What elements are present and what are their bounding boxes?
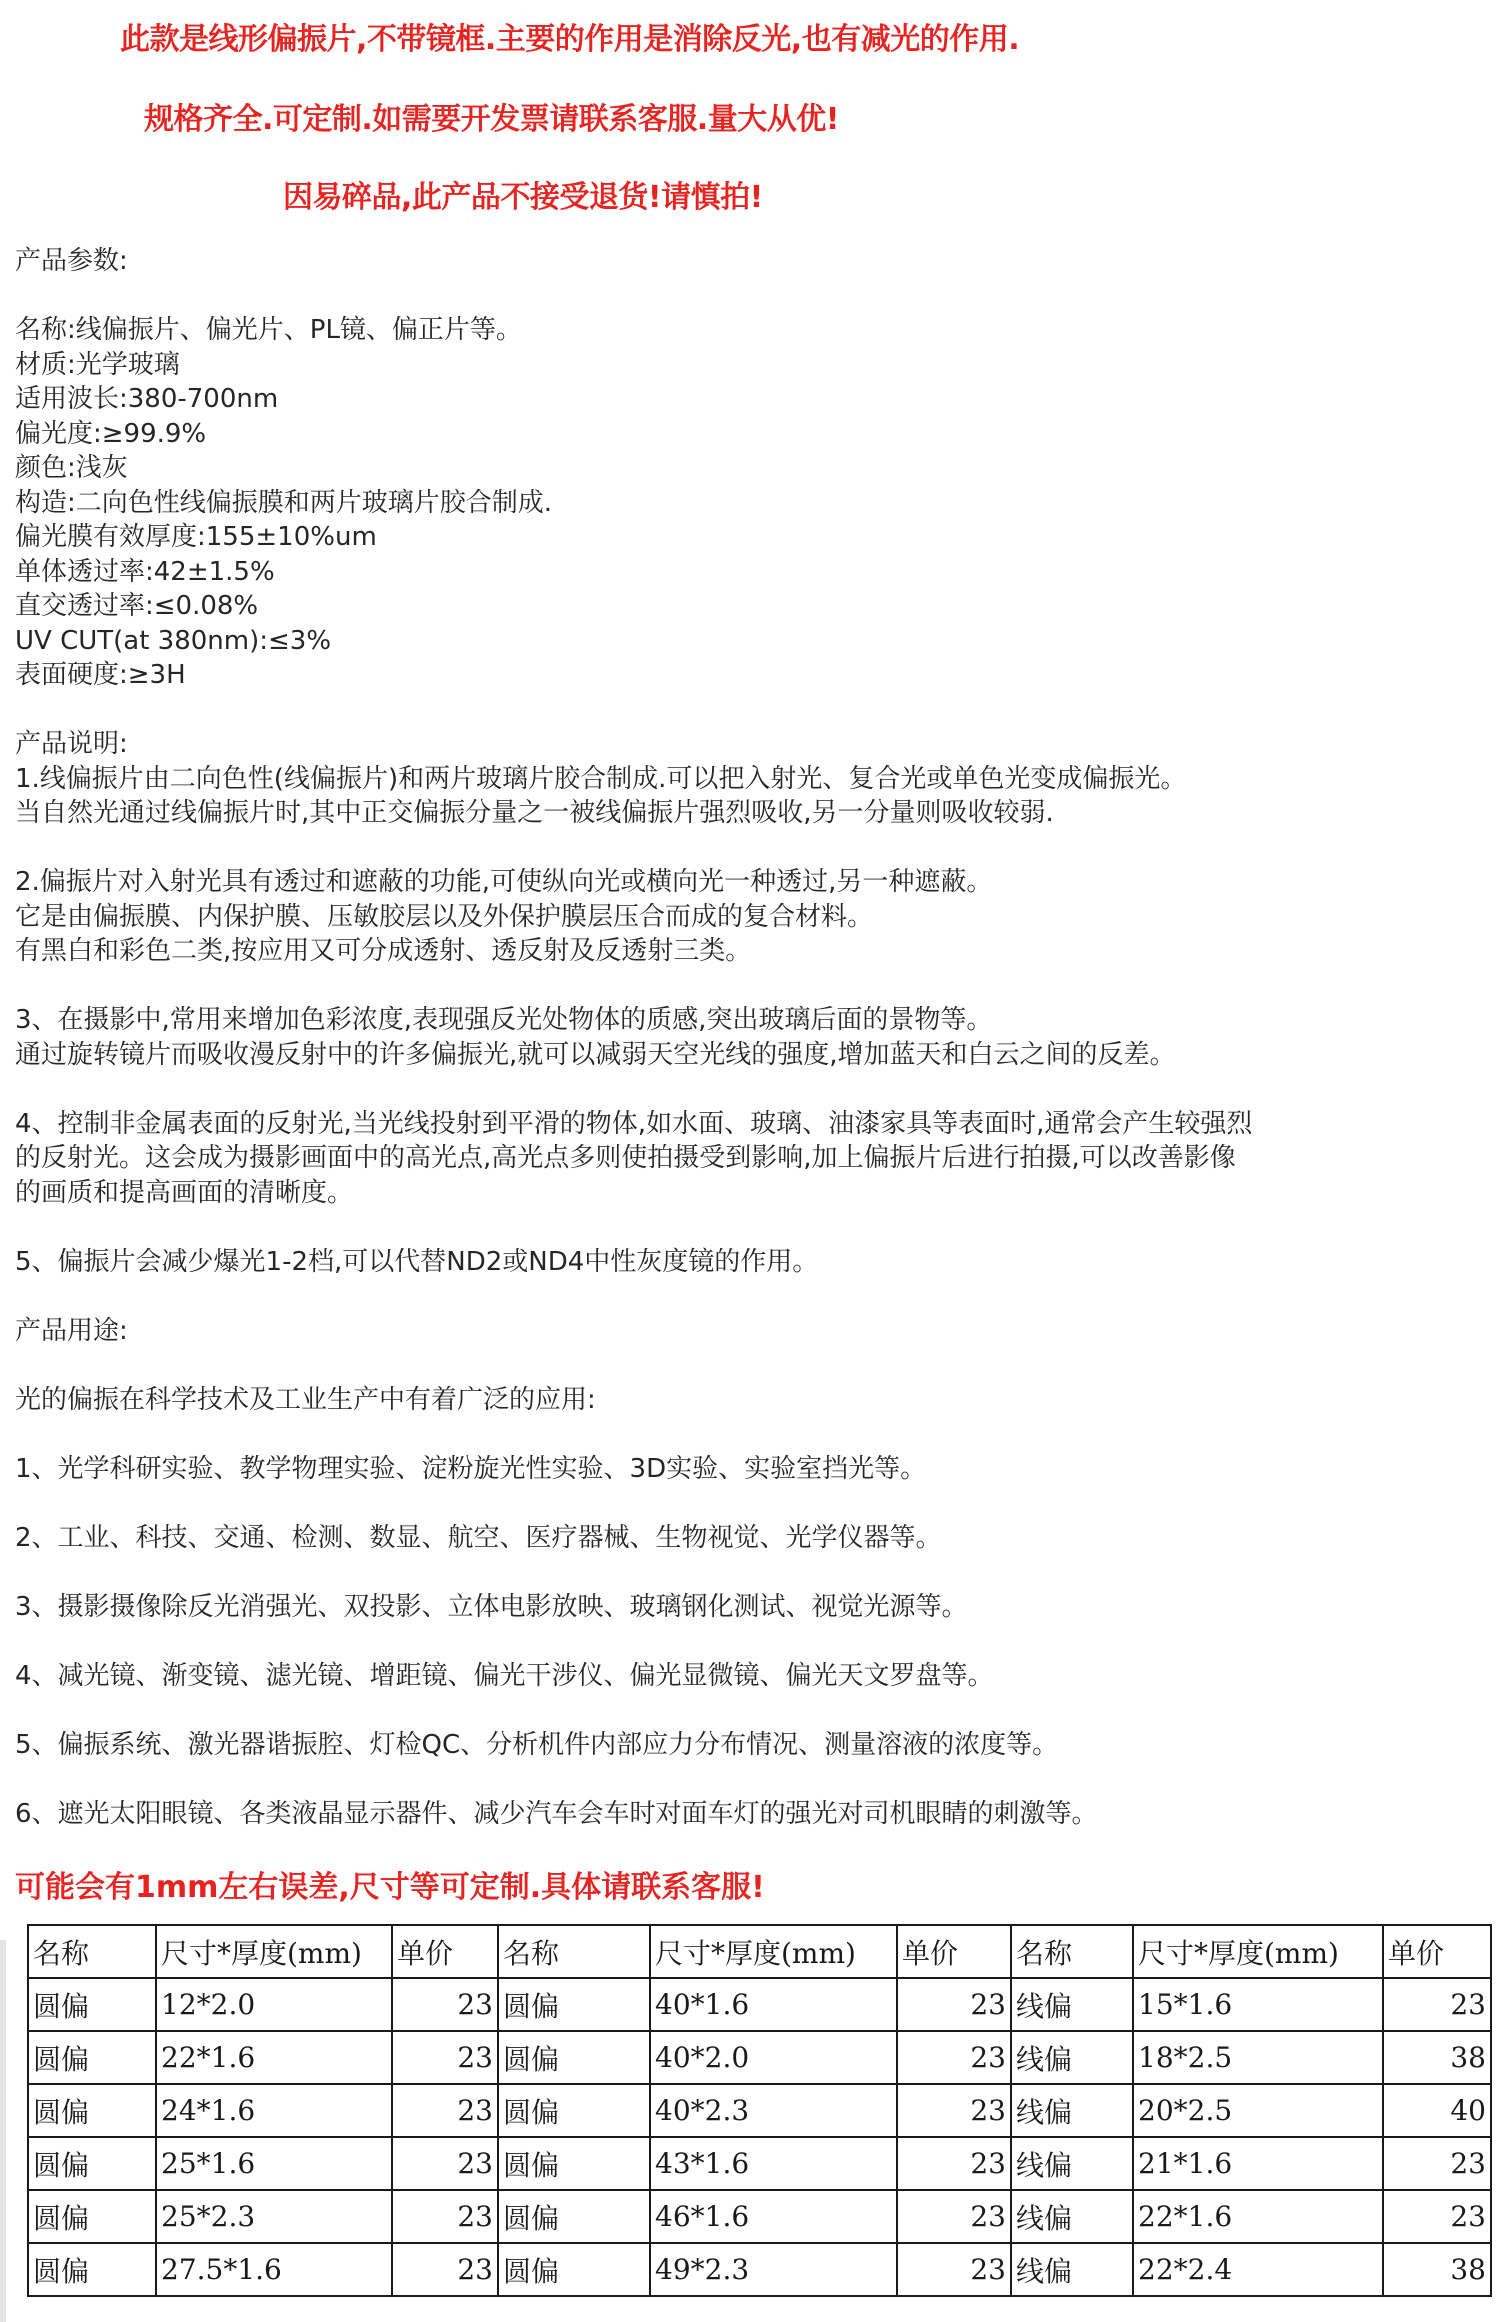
cell-price: 23 [1383, 1978, 1491, 2031]
usage-heading: 产品用途: [15, 1315, 128, 1346]
cell-name: 圆偏 [498, 2190, 650, 2243]
cell-size: 20*2.5 [1133, 2084, 1383, 2137]
cell-name: 圆偏 [498, 2031, 650, 2084]
cell-price: 23 [392, 1978, 498, 2031]
header-cell: 尺寸*厚度(mm) [650, 1925, 897, 1978]
description-paragraph [15, 865, 1485, 969]
cell-size: 27.5*1.6 [156, 2243, 392, 2296]
description-line: 的画质和提高画面的清晰度。 [15, 1177, 354, 1208]
cell-price: 23 [897, 2031, 1011, 2084]
cell-size: 25*2.3 [156, 2190, 392, 2243]
param-item: 表面硬度:≥3H [15, 660, 186, 690]
cell-name: 线偏 [1011, 2190, 1133, 2243]
usage-item: 3、摄影摄像除反光消强光、双投影、立体电影放映、玻璃钢化测试、视觉光源等。 [15, 1591, 968, 1622]
header-cell: 单价 [1383, 1925, 1491, 1978]
cell-price: 38 [1383, 2031, 1491, 2084]
tolerance-note: 可能会有1mm左右误差,尺寸等可定制.具体请联系客服! [15, 1870, 765, 1905]
cell-name: 圆偏 [28, 2031, 156, 2084]
table-row [28, 2031, 1491, 2084]
usage-item: 5、偏振系统、激光器谐振腔、灯检QC、分析机件内部应力分布情况、测量溶液的浓度等。 [15, 1729, 1059, 1760]
cell-price: 23 [392, 2190, 498, 2243]
header-cell: 尺寸*厚度(mm) [156, 1925, 392, 1978]
cell-price: 23 [392, 2243, 498, 2296]
cell-price: 40 [1383, 2084, 1491, 2137]
cell-price: 23 [392, 2137, 498, 2190]
description-line: 2.偏振片对入射光具有透过和遮蔽的功能,可使纵向光或横向光一种透过,另一种遮蔽。 [15, 867, 993, 897]
header-cell: 尺寸*厚度(mm) [1133, 1925, 1383, 1978]
cell-name: 线偏 [1011, 2084, 1133, 2137]
cell-size: 46*1.6 [650, 2190, 897, 2243]
usage-intro: 光的偏振在科学技术及工业生产中有着广泛的应用: [15, 1384, 596, 1415]
cell-name: 线偏 [1011, 2243, 1133, 2296]
cell-name: 圆偏 [498, 1978, 650, 2031]
cell-name: 圆偏 [28, 2137, 156, 2190]
params-heading: 产品参数: [15, 246, 128, 276]
cell-price: 23 [392, 2084, 498, 2137]
usage-item: 2、工业、科技、交通、检测、数显、航空、医疗器械、生物视觉、光学仪器等。 [15, 1522, 942, 1553]
cell-name: 线偏 [1011, 2031, 1133, 2084]
header-cell: 单价 [897, 1925, 1011, 1978]
price-table [27, 1924, 1492, 2297]
cell-size: 25*1.6 [156, 2137, 392, 2190]
description-line: 4、控制非金属表面的反射光,当光线投射到平滑的物体,如水面、玻璃、油漆家具等表面时,通常会产生较强烈 [15, 1108, 1253, 1139]
cell-name: 圆偏 [28, 2084, 156, 2137]
cell-name: 圆偏 [498, 2137, 650, 2190]
cell-price: 23 [1383, 2190, 1491, 2243]
table-row [28, 2137, 1491, 2190]
cell-price: 23 [897, 2190, 1011, 2243]
description-line: 通过旋转镜片而吸收漫反射中的许多偏振光,就可以减弱天空光线的强度,增加蓝天和白云之间的反差。 [15, 1039, 1176, 1070]
cell-name: 线偏 [1011, 2137, 1133, 2190]
cell-size: 40*2.3 [650, 2084, 897, 2137]
header-cell: 名称 [1011, 1925, 1133, 1978]
param-item: 构造:二向色性线偏振膜和两片玻璃片胶合制成. [15, 487, 553, 518]
notice-no-frame: 此款是线形偏振片,不带镜框.主要的作用是消除反光,也有减光的作用. [120, 22, 1020, 57]
description-line: 的反射光。这会成为摄影画面中的高光点,高光点多则使拍摄受到影响,加上偏振片后进行拍摄,可以改善影像 [15, 1143, 1236, 1173]
description-line: 有黑白和彩色二类,按应用又可分成透射、透反射及反透射三类。 [15, 936, 752, 966]
cell-name: 圆偏 [28, 1978, 156, 2031]
param-item: 偏光度:≥99.9% [15, 418, 207, 449]
cell-price: 23 [392, 2031, 498, 2084]
cell-size: 15*1.6 [1133, 1978, 1383, 2031]
param-item: UV CUT(at 380nm):≤3% [15, 625, 332, 656]
cell-price: 23 [897, 1978, 1011, 2031]
usage-item: 6、遮光太阳眼镜、各类液晶显示器件、减少汽车会车时对面车灯的强光对司机眼睛的刺激等。 [15, 1798, 1098, 1829]
header-cell: 单价 [392, 1925, 498, 1978]
table-row [28, 2190, 1491, 2243]
description-paragraph [15, 762, 1485, 831]
cell-name: 圆偏 [498, 2243, 650, 2296]
cell-size: 12*2.0 [156, 1978, 392, 2031]
description-line: 它是由偏振膜、内保护膜、压敏胶层以及外保护膜层压合而成的复合材料。 [15, 901, 874, 932]
header-cell: 名称 [28, 1925, 156, 1978]
table-header-row [28, 1925, 1491, 1978]
cell-size: 40*1.6 [650, 1978, 897, 2031]
table-row [28, 1978, 1491, 2031]
cell-size: 40*2.0 [650, 2031, 897, 2084]
notice-custom-invoice: 规格齐全.可定制.如需要开发票请联系客服.量大从优! [144, 102, 839, 137]
table-row [28, 2243, 1491, 2296]
cell-size: 43*1.6 [650, 2137, 897, 2190]
description-line: 当自然光通过线偏振片时,其中正交偏振分量之一被线偏振片强烈吸收,另一分量则吸收较弱. [15, 798, 1054, 828]
cell-price: 23 [897, 2084, 1011, 2137]
description-line: 1.线偏振片由二向色性(线偏振片)和两片玻璃片胶合制成.可以把入射光、复合光或单色光变成偏振光。 [15, 763, 1187, 794]
cell-name: 圆偏 [28, 2243, 156, 2296]
param-item: 颜色:浅灰 [15, 453, 128, 483]
notice-no-returns: 因易碎品,此产品不接受退货!请慎拍! [283, 180, 763, 215]
cell-price: 38 [1383, 2243, 1491, 2296]
description-line: 5、偏振片会减少爆光1-2档,可以代替ND2或ND4中性灰度镜的作用。 [15, 1246, 819, 1277]
cell-name: 圆偏 [498, 2084, 650, 2137]
table-row [28, 2084, 1491, 2137]
description-paragraph [15, 1245, 1485, 1280]
description-line: 3、在摄影中,常用来增加色彩浓度,表现强反光处物体的质感,突出玻璃后面的景物等。 [15, 1005, 993, 1035]
param-item: 单体透过率:42±1.5% [15, 556, 275, 587]
cell-price: 23 [897, 2137, 1011, 2190]
cell-price: 23 [897, 2243, 1011, 2296]
cell-size: 22*1.6 [156, 2031, 392, 2084]
params-list [15, 313, 1485, 693]
header-cell: 名称 [498, 1925, 650, 1978]
cell-name: 圆偏 [28, 2190, 156, 2243]
cell-size: 22*1.6 [1133, 2190, 1383, 2243]
edge-shadow [0, 1940, 6, 2322]
cell-size: 21*1.6 [1133, 2137, 1383, 2190]
usage-item: 4、减光镜、渐变镜、滤光镜、增距镜、偏光干涉仪、偏光显微镜、偏光天文罗盘等。 [15, 1660, 994, 1691]
cell-size: 24*1.6 [156, 2084, 392, 2137]
cell-size: 22*2.4 [1133, 2243, 1383, 2296]
usage-item: 1、光学科研实验、教学物理实验、淀粉旋光性实验、3D实验、实验室挡光等。 [15, 1453, 927, 1484]
cell-name: 线偏 [1011, 1978, 1133, 2031]
param-item: 偏光膜有效厚度:155±10%um [15, 522, 377, 552]
description-paragraph [15, 1003, 1485, 1072]
param-item: 适用波长:380-700nm [15, 384, 279, 414]
param-item: 直交透过率:≤0.08% [15, 591, 259, 621]
description-heading: 产品说明: [15, 729, 128, 759]
description-paragraph [15, 1107, 1485, 1211]
cell-size: 18*2.5 [1133, 2031, 1383, 2084]
param-item: 材质:光学玻璃 [15, 349, 180, 380]
product-info [15, 244, 1485, 1831]
cell-price: 23 [1383, 2137, 1491, 2190]
param-item: 名称:线偏振片、偏光片、PL镜、偏正片等。 [15, 315, 522, 345]
cell-size: 49*2.3 [650, 2243, 897, 2296]
